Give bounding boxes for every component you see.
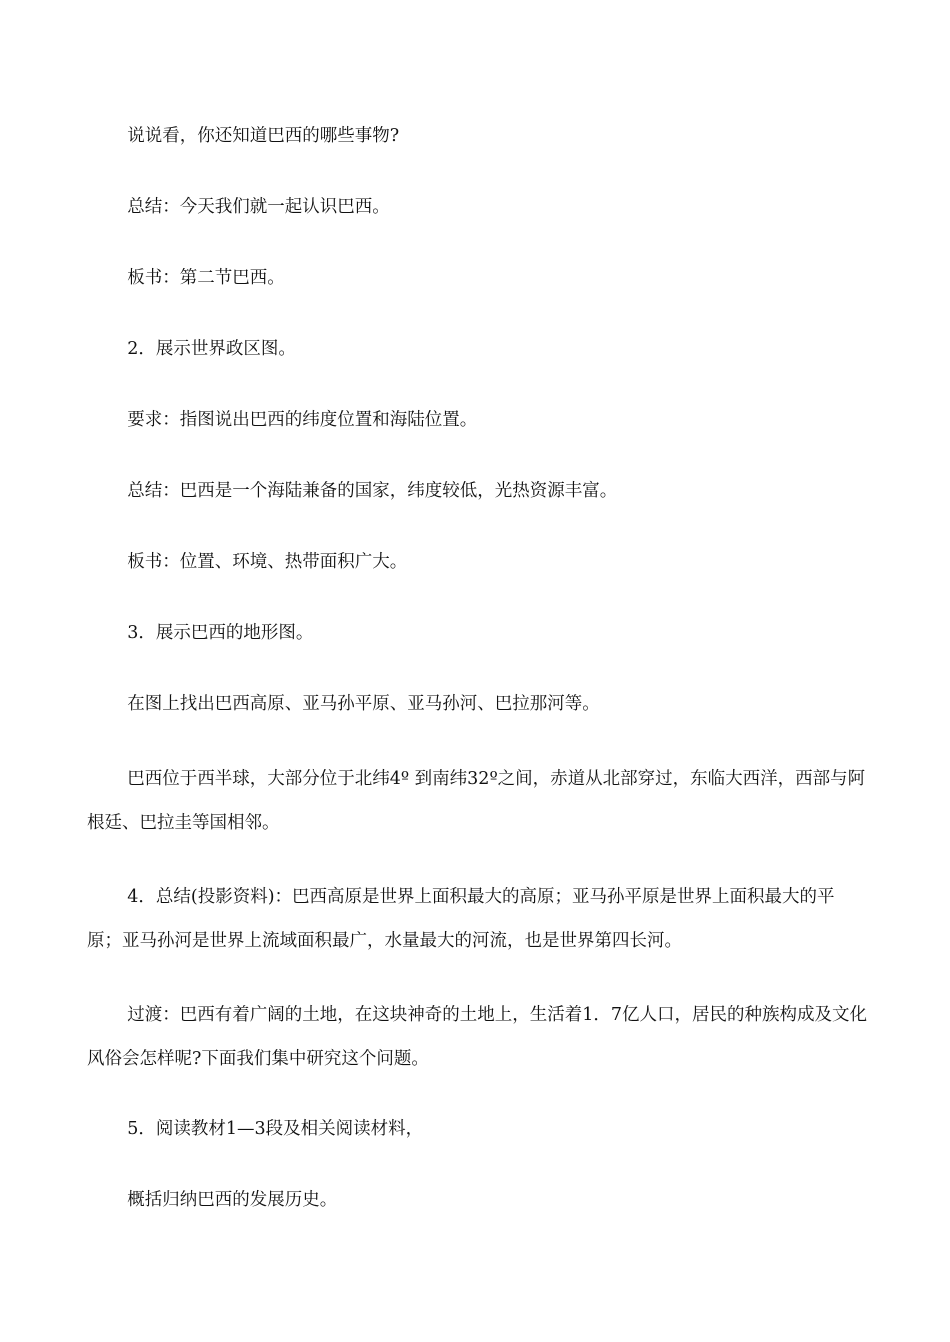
paragraph-history: 概括归纳巴西的发展历史。 bbox=[127, 1190, 338, 1210]
paragraph-step-4-summary: 4．总结(投影资料)：巴西高原是世界上面积最大的高原；亚马孙平原是世界上面积最大的平原；亚马孙河是世界上流域面积最广，水量最大的河流，也是世界第四长河。 bbox=[87, 887, 835, 951]
document-body bbox=[87, 118, 867, 1253]
paragraph-step-2: 2．展示世界政区图。 bbox=[127, 339, 296, 359]
paragraph-summary-location: 总结：巴西是一个海陆兼备的国家，纬度较低，光热资源丰富。 bbox=[127, 481, 618, 501]
paragraph-board-location: 板书：位置、环境、热带面积广大。 bbox=[127, 552, 408, 572]
paragraph-step-5: 5．阅读教材1—3段及相关阅读材料， bbox=[127, 1119, 424, 1139]
paragraph-brazil-position: 巴西位于西半球，大部分位于北纬4º 到南纬32º之间，赤道从北部穿过，东临大西洋，西部与阿根廷、巴拉圭等国相邻。 bbox=[87, 769, 866, 833]
paragraph-board-title: 板书：第二节巴西。 bbox=[127, 268, 285, 288]
paragraph-transition: 过渡：巴西有着广阔的土地，在这块神奇的土地上，生活着1．7亿人口，居民的种族构成及文化风俗会怎样呢?下面我们集中研究这个问题。 bbox=[87, 1005, 868, 1069]
paragraph-question: 说说看，你还知道巴西的哪些事物? bbox=[127, 126, 400, 146]
paragraph-requirement: 要求：指图说出巴西的纬度位置和海陆位置。 bbox=[127, 410, 478, 430]
paragraph-step-3: 3．展示巴西的地形图。 bbox=[127, 623, 314, 643]
paragraph-find-landforms: 在图上找出巴西高原、亚马孙平原、亚马孙河、巴拉那河等。 bbox=[127, 694, 600, 714]
paragraph-summary-intro: 总结：今天我们就一起认识巴西。 bbox=[127, 197, 390, 217]
